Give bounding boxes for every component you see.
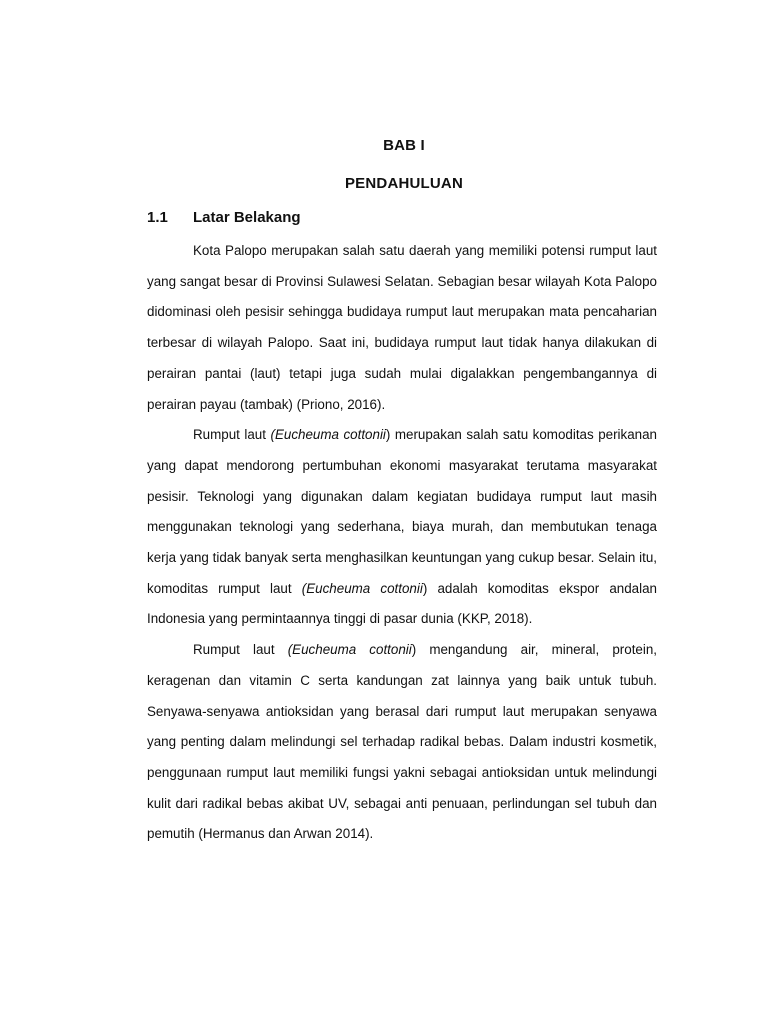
section-heading [147,209,301,226]
chapter-number: BAB I [383,137,425,154]
paragraph-2-text-3: ) adalah komoditas ekspor andalan Indonesia yang permintaannya tinggi di pasar dunia (KKP, 2018). [147,580,657,627]
paragraph-3-text-2: ) mengandung air, mineral, protein, keragenan dan vitamin C serta kandungan zat lainnya yang baik untuk tubuh. Senyawa-senyawa antioksidan yang berasal dari rumput laut merupakan senyawa yang penting dalam melindungi sel terhadap radikal bebas. Dalam industri kosmetik, penggunaan rumput laut memiliki fungsi yakni sebagai antioksidan untuk melindungi kulit dari radikal bebas akibat UV, sebagai anti penuaan, perlindungan sel tubuh dan pemutih (Hermanus dan Arwan 2014). [147,642,658,842]
paragraph-3-text-1: Rumput laut [193,642,288,658]
section-title: Latar Belakang [193,209,301,226]
paragraph-2-species-2: (Eucheuma cottonii [301,580,423,596]
body-text [147,236,657,850]
section-number: 1.1 [147,209,168,226]
paragraph-2-species-1: (Eucheuma cottonii [270,427,386,443]
chapter-title: PENDAHULUAN [344,175,464,192]
paragraph-2-text-1: Rumput laut [193,427,271,443]
paragraph-3 [147,635,657,850]
paragraph-3-species: (Eucheuma cottonii [287,642,412,658]
paragraph-2 [147,420,657,635]
paragraph-2-text-2: ) merupakan salah satu komoditas perikanan yang dapat mendorong pertumbuhan ekonomi masyarakat terutama masyarakat pesisir. Teknologi yang digunakan dalam kegiatan budidaya rumput laut masih menggunakan teknologi yang sederhana, biaya murah, dan membutukan tenaga kerja yang tidak banyak serta menghasilkan keuntungan yang cukup besar. Selain itu, komoditas rumput laut [147,427,658,596]
paragraph-1: Kota Palopo merupakan salah satu daerah yang memiliki potensi rumput laut yang sangat besar di Provinsi Sulawesi Selatan. Sebagian besar wilayah Kota Palopo didominasi oleh pesisir sehingga budidaya rumput laut merupakan mata pencaharian terbesar di wilayah Palopo. Saat ini, budidaya rumput laut tidak hanya dilakukan di perairan pantai (laut) tetapi juga sudah mulai digalakkan pengembangannya di perairan payau (tambak) (Priono, 2016). [147,243,657,412]
